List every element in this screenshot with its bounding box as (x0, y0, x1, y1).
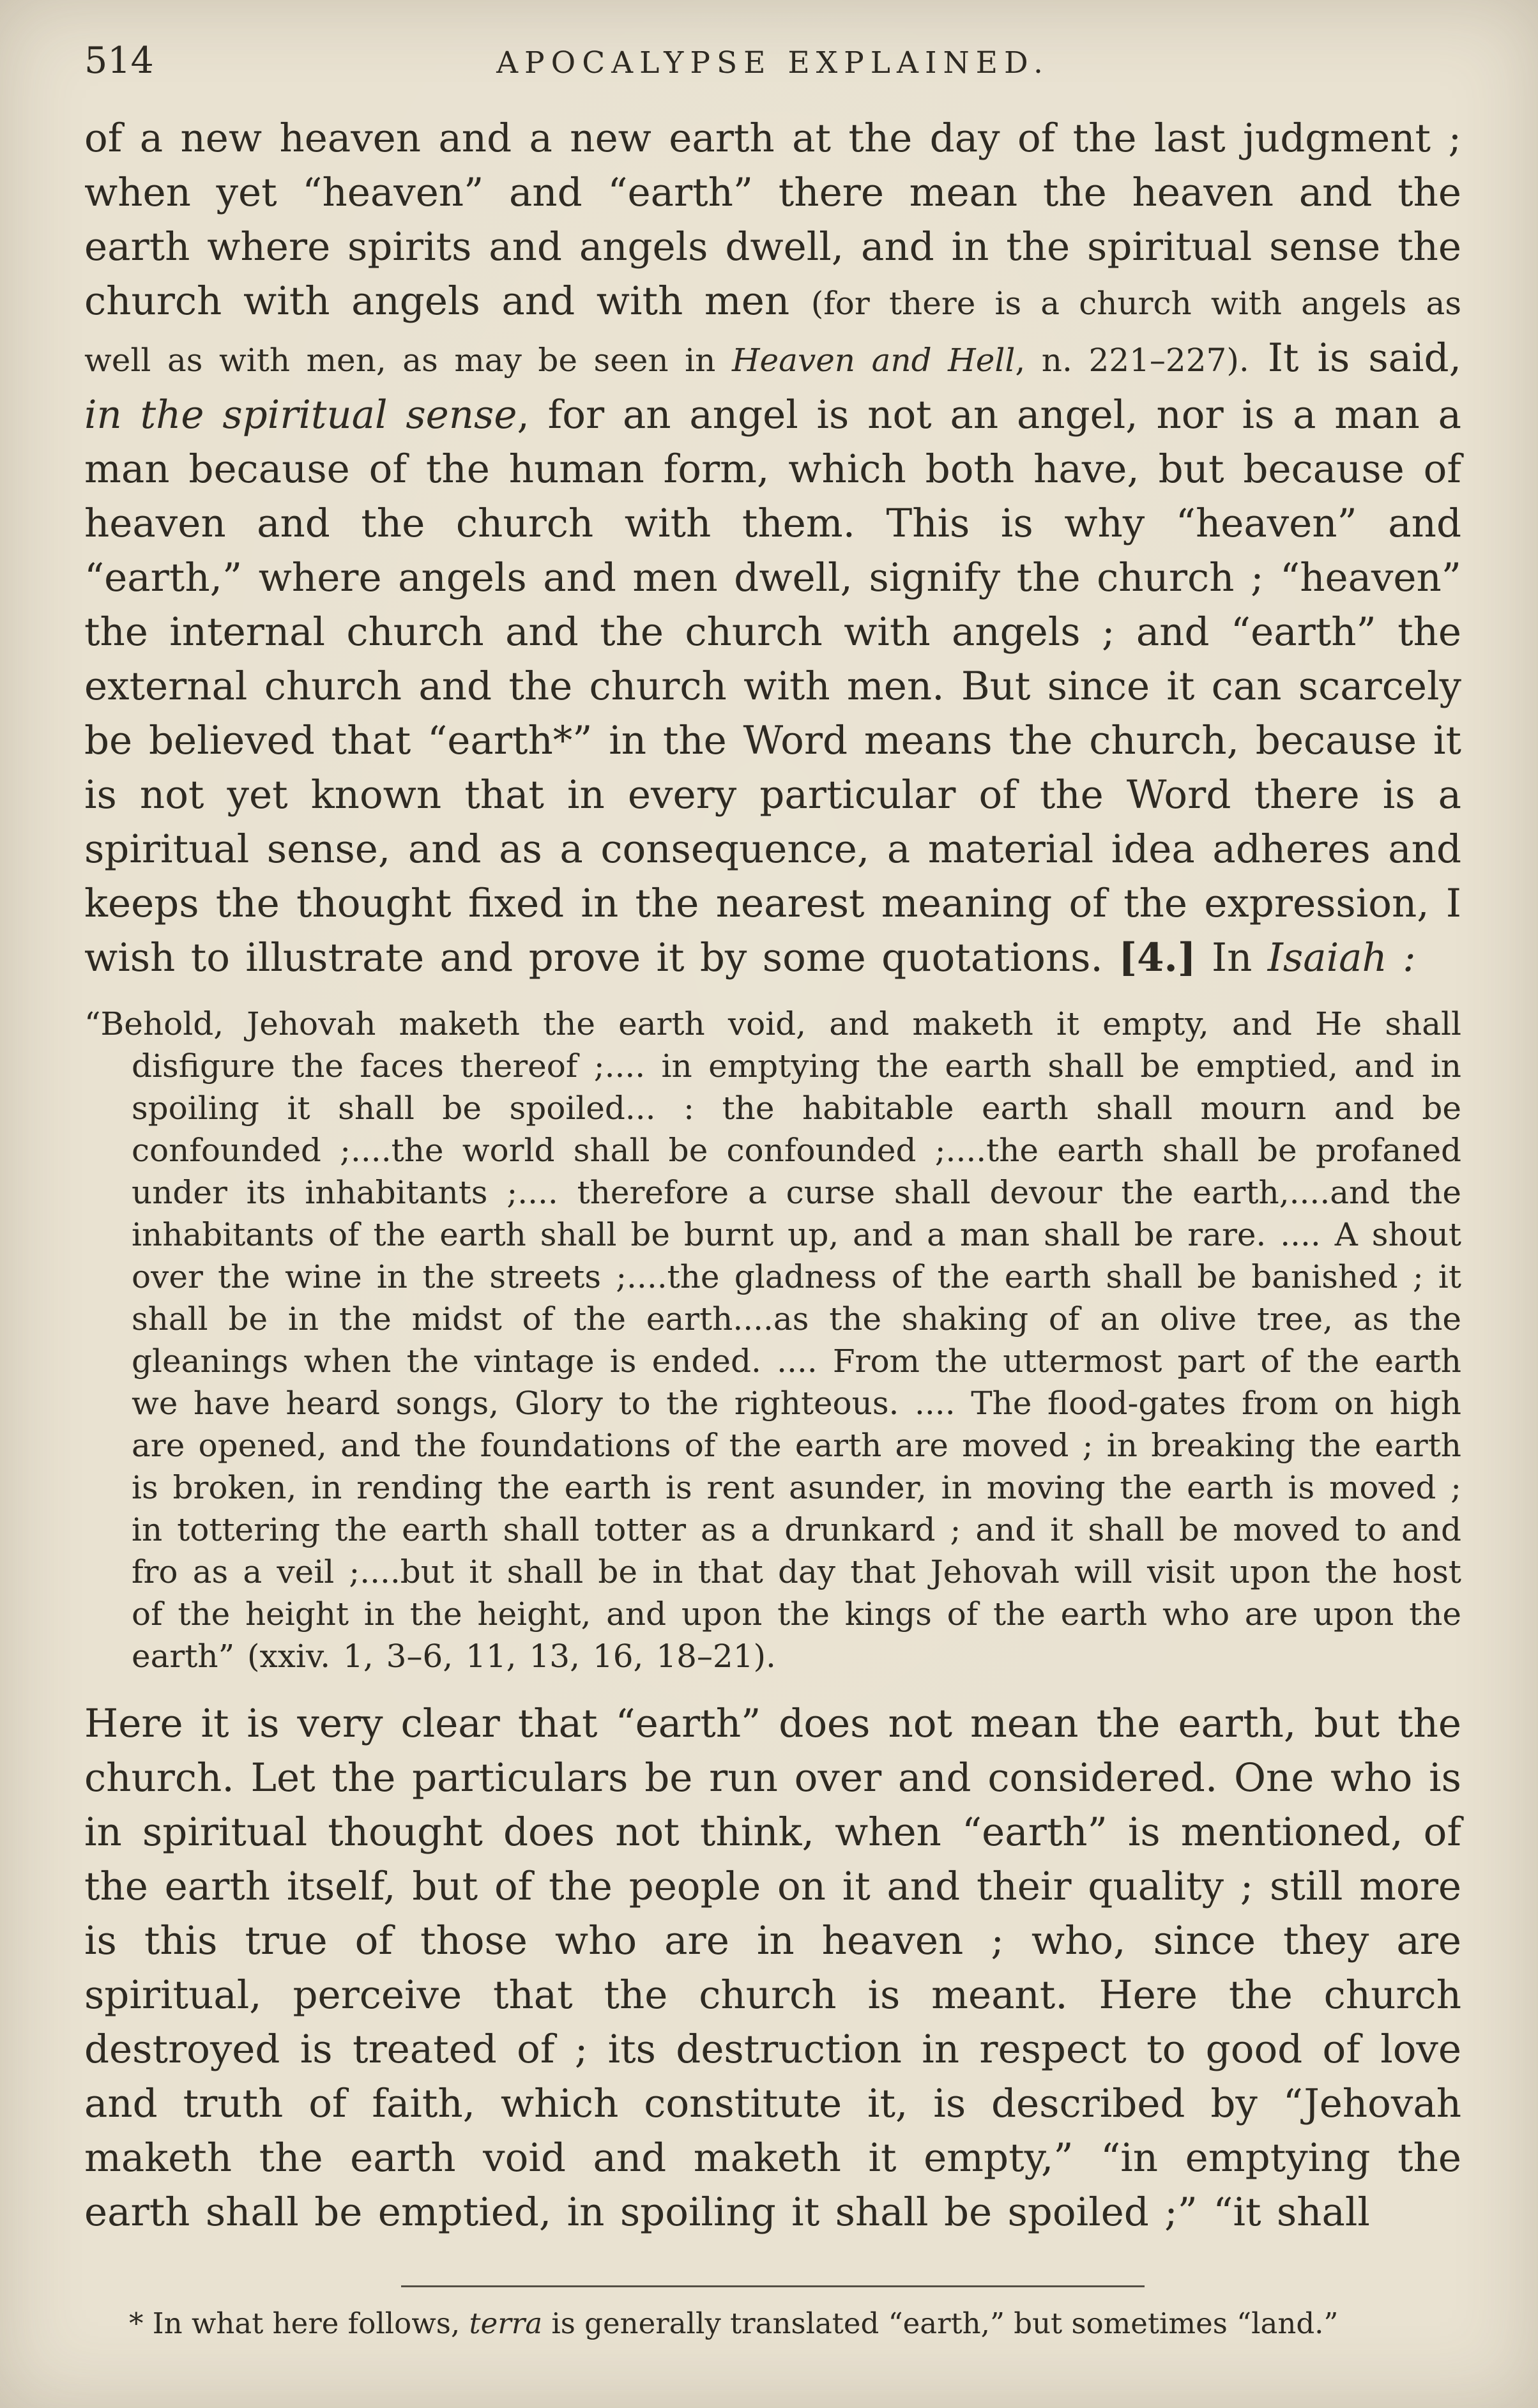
footnote-area (84, 2285, 1461, 2342)
running-head-title: APOCALYPSE EXPLAINED. (496, 45, 1049, 80)
footnote-text: * In what here follows, terra is generally translated “earth,” but sometimes “land.” (129, 2306, 1339, 2340)
paragraph-intro: of a new heaven and a new earth at the day of the last judgment ; when yet “heaven” and “earth” there mean the heaven and the earth where spirits and angels dwell, and in the spiritual sense the church with angels and with men (for there is a church with angels as well as with men, as may be seen in Heaven and Hell, n. 221–227). It is said, in the spiritual sense, for an angel is not an angel, nor is a man a man because of the human form, which both have, but because of heaven and the church with them. This is why “heaven” and “earth,” where angels and men dwell, signify the church ; “heaven” the internal church and the church with angels ; and “earth” the external church and the church with men. But since it can scarcely be believed that “earth*” in the Word means the church, because it is not yet known that in every particular of the Word there is a spiritual sense, and as a consequence, a material idea adheres and keeps the thought fixed in the nearest meaning of the expression, I wish to illustrate and prove it by some quotations. [4.] In Isaiah : (84, 116, 1461, 980)
scripture-quotation: “Behold, Jehovah maketh the earth void, and maketh it empty, and He shall disfigure the faces thereof ;.... in emptying the earth shall be emptied, and in spoiling it shall be spoiled... : the habitable earth shall mourn and be confounded ;....the world shall be confounded ;....the earth shall be profaned under its inhabitants ;.... therefore a curse shall devour the earth,....and the inhabitants of the earth shall be burnt up, and a man shall be rare. .... A shout over the wine in the streets ;....the gladness of the earth shall be banished ; it shall be in the midst of the earth....as the shaking of an olive tree, as the gleanings when the vintage is ended. .... From the uttermost part of the earth we have heard songs, Glory to the righteous. .... The flood-gates from on high are opened, and the foundations of the earth are moved ; in breaking the earth is broken, in rending the earth is rent asunder, in moving the earth is moved ; in tottering the earth shall totter as a drunkard ; and it shall be moved to and fro as a veil ;....but it shall be in that day that Jehovah will visit upon the host of the height in the height, and upon the kings of the earth who are upon the earth” (xxiv. 1, 3–6, 11, 13, 16, 18–21). (84, 1005, 1461, 1675)
paragraph-commentary: Here it is very clear that “earth” does not mean the earth, but the church. Let the particulars be run over and considered. One who is in spiritual thought does not think, when “earth” is mentioned, of the earth itself, but of the people on it and their quality ; still more is this true of those who are in heaven ; who, since they are spiritual, perceive that the church is meant. Here the church destroyed is treated of ; its destruction in respect to good of love and truth of faith, which constitute it, is described by “Jehovah maketh the earth void and maketh it empty,” “in emptying the earth shall be emptied, in spoiling it shall be spoiled ;” “it shall (84, 1701, 1461, 2235)
page-body (84, 111, 1461, 2239)
footnote-divider (401, 2285, 1145, 2287)
page-number: 514 (84, 40, 154, 82)
running-header (84, 40, 1461, 82)
